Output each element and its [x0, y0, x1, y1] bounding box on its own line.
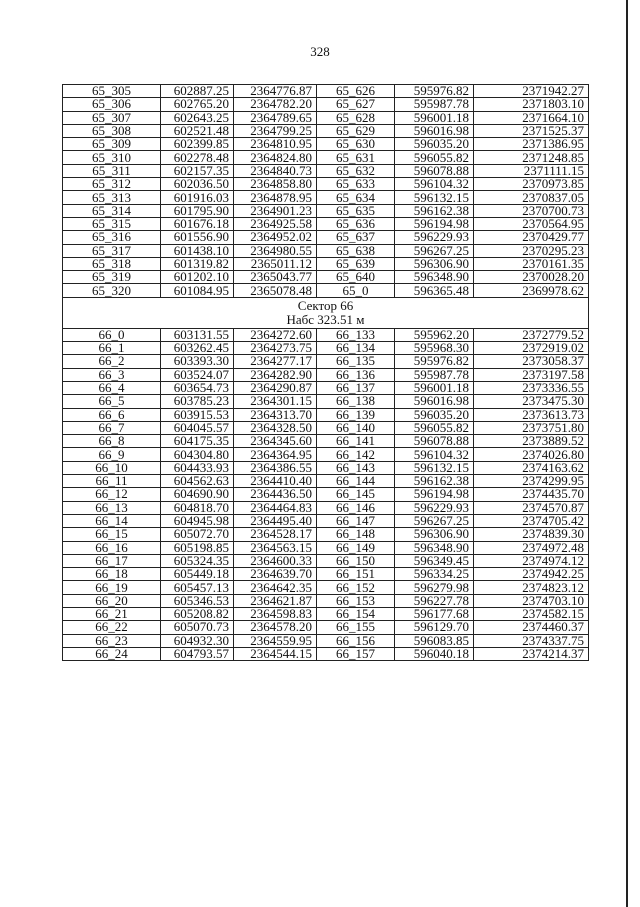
x-coordinate-cell: 596334.25 [395, 568, 474, 581]
x-coordinate-cell: 596306.90 [395, 528, 474, 541]
x-coordinate-cell: 596132.15 [395, 461, 474, 474]
point-id-cell: 65_306 [63, 98, 161, 111]
x-coordinate-cell: 601556.90 [161, 231, 234, 244]
x-coordinate-cell: 596016.98 [395, 124, 474, 137]
x-coordinate-cell: 596227.78 [395, 594, 474, 607]
point-id-cell: 66_14 [63, 514, 161, 527]
x-coordinate-cell: 596349.45 [395, 554, 474, 567]
y-coordinate-cell: 2364824.80 [234, 151, 317, 164]
point-id-cell: 66_2 [63, 355, 161, 368]
table-row [63, 594, 589, 607]
y-coordinate-cell: 2364578.20 [234, 621, 317, 634]
point-id-cell: 66_152 [317, 581, 395, 594]
point-id-cell: 65_312 [63, 178, 161, 191]
point-id-cell: 66_12 [63, 488, 161, 501]
x-coordinate-cell: 605072.70 [161, 528, 234, 541]
table-row [63, 355, 589, 368]
table-row [63, 191, 589, 204]
point-id-cell: 65_316 [63, 231, 161, 244]
point-id-cell: 66_17 [63, 554, 161, 567]
y-coordinate-cell: 2364776.87 [234, 85, 317, 98]
x-coordinate-cell: 596229.93 [395, 231, 474, 244]
x-coordinate-cell: 601916.03 [161, 191, 234, 204]
y-coordinate-cell: 2364301.15 [234, 395, 317, 408]
y-coordinate-cell: 2372919.02 [474, 342, 589, 355]
table-body-bottom [63, 328, 589, 660]
page-number: 328 [310, 44, 330, 59]
x-coordinate-cell: 596162.38 [395, 475, 474, 488]
point-id-cell: 66_24 [63, 647, 161, 660]
y-coordinate-cell: 2373475.30 [474, 395, 589, 408]
y-coordinate-cell: 2374974.12 [474, 554, 589, 567]
point-id-cell: 66_8 [63, 435, 161, 448]
y-coordinate-cell: 2371664.10 [474, 111, 589, 124]
y-coordinate-cell: 2364328.50 [234, 421, 317, 434]
point-id-cell: 66_149 [317, 541, 395, 554]
y-coordinate-cell: 2370564.95 [474, 217, 589, 230]
y-coordinate-cell: 2364345.60 [234, 435, 317, 448]
y-coordinate-cell: 2364621.87 [234, 594, 317, 607]
x-coordinate-cell: 595968.30 [395, 342, 474, 355]
x-coordinate-cell: 601202.10 [161, 271, 234, 284]
x-coordinate-cell: 603131.55 [161, 328, 234, 341]
x-coordinate-cell: 602521.48 [161, 124, 234, 137]
x-coordinate-cell: 602399.85 [161, 138, 234, 151]
y-coordinate-cell: 2364282.90 [234, 368, 317, 381]
point-id-cell: 66_153 [317, 594, 395, 607]
y-coordinate-cell: 2374582.15 [474, 607, 589, 620]
y-coordinate-cell: 2364364.95 [234, 448, 317, 461]
table-row [63, 408, 589, 421]
x-coordinate-cell: 596035.20 [395, 138, 474, 151]
x-coordinate-cell: 596083.85 [395, 634, 474, 647]
x-coordinate-cell: 604932.30 [161, 634, 234, 647]
y-coordinate-cell: 2370837.05 [474, 191, 589, 204]
y-coordinate-cell: 2371525.37 [474, 124, 589, 137]
x-coordinate-cell: 603262.45 [161, 342, 234, 355]
y-coordinate-cell: 2371803.10 [474, 98, 589, 111]
y-coordinate-cell: 2364313.70 [234, 408, 317, 421]
table-row [63, 217, 589, 230]
y-coordinate-cell: 2364544.15 [234, 647, 317, 660]
point-id-cell: 66_139 [317, 408, 395, 421]
y-coordinate-cell: 2371111.15 [474, 164, 589, 177]
point-id-cell: 66_19 [63, 581, 161, 594]
point-id-cell: 65_631 [317, 151, 395, 164]
point-id-cell: 66_11 [63, 475, 161, 488]
x-coordinate-cell: 602765.20 [161, 98, 234, 111]
point-id-cell: 66_138 [317, 395, 395, 408]
x-coordinate-cell: 596194.98 [395, 488, 474, 501]
y-coordinate-cell: 2365078.48 [234, 284, 317, 297]
point-id-cell: 65_634 [317, 191, 395, 204]
point-id-cell: 66_23 [63, 634, 161, 647]
y-coordinate-cell: 2374299.95 [474, 475, 589, 488]
y-coordinate-cell: 2364901.23 [234, 204, 317, 217]
point-id-cell: 66_15 [63, 528, 161, 541]
x-coordinate-cell: 605449.18 [161, 568, 234, 581]
y-coordinate-cell: 2370161.35 [474, 257, 589, 270]
point-id-cell: 66_136 [317, 368, 395, 381]
x-coordinate-cell: 603654.73 [161, 381, 234, 394]
point-id-cell: 66_141 [317, 435, 395, 448]
point-id-cell: 66_1 [63, 342, 161, 355]
y-coordinate-cell: 2364789.65 [234, 111, 317, 124]
table-row [63, 488, 589, 501]
y-coordinate-cell: 2374839.30 [474, 528, 589, 541]
table-row [63, 328, 589, 341]
point-id-cell: 65_629 [317, 124, 395, 137]
x-coordinate-cell: 601795.90 [161, 204, 234, 217]
table-row [63, 381, 589, 394]
y-coordinate-cell: 2364799.25 [234, 124, 317, 137]
point-id-cell: 65_639 [317, 257, 395, 270]
x-coordinate-cell: 605457.13 [161, 581, 234, 594]
point-id-cell: 65_307 [63, 111, 161, 124]
y-coordinate-cell: 2374705.42 [474, 514, 589, 527]
point-id-cell: 65_638 [317, 244, 395, 257]
x-coordinate-cell: 595987.78 [395, 368, 474, 381]
point-id-cell: 65_320 [63, 284, 161, 297]
x-coordinate-cell: 602036.50 [161, 178, 234, 191]
y-coordinate-cell: 2374026.80 [474, 448, 589, 461]
x-coordinate-cell: 602887.25 [161, 85, 234, 98]
y-coordinate-cell: 2364878.95 [234, 191, 317, 204]
page-edge-line [626, 0, 628, 907]
table-row [63, 164, 589, 177]
table-row [63, 647, 589, 660]
point-id-cell: 65_318 [63, 257, 161, 270]
x-coordinate-cell: 596035.20 [395, 408, 474, 421]
y-coordinate-cell: 2364386.55 [234, 461, 317, 474]
y-coordinate-cell: 2374942.25 [474, 568, 589, 581]
y-coordinate-cell: 2364952.02 [234, 231, 317, 244]
y-coordinate-cell: 2365043.77 [234, 271, 317, 284]
table-row [63, 514, 589, 527]
point-id-cell: 65_630 [317, 138, 395, 151]
point-id-cell: 66_150 [317, 554, 395, 567]
x-coordinate-cell: 596194.98 [395, 217, 474, 230]
x-coordinate-cell: 596306.90 [395, 257, 474, 270]
y-coordinate-cell: 2364639.70 [234, 568, 317, 581]
y-coordinate-cell: 2364410.40 [234, 475, 317, 488]
x-coordinate-cell: 596078.88 [395, 435, 474, 448]
table-row [63, 435, 589, 448]
point-id-cell: 66_4 [63, 381, 161, 394]
y-coordinate-cell: 2374337.75 [474, 634, 589, 647]
sector-height: Набс 323.51 м [286, 311, 365, 327]
sector-header-row [63, 297, 589, 328]
point-id-cell: 66_146 [317, 501, 395, 514]
x-coordinate-cell: 596348.90 [395, 541, 474, 554]
x-coordinate-cell: 596055.82 [395, 151, 474, 164]
x-coordinate-cell: 604690.90 [161, 488, 234, 501]
x-coordinate-cell: 604818.70 [161, 501, 234, 514]
y-coordinate-cell: 2374435.70 [474, 488, 589, 501]
y-coordinate-cell: 2364858.80 [234, 178, 317, 191]
x-coordinate-cell: 596267.25 [395, 514, 474, 527]
point-id-cell: 65_305 [63, 85, 161, 98]
table-row [63, 368, 589, 381]
x-coordinate-cell: 596001.18 [395, 111, 474, 124]
y-coordinate-cell: 2373751.80 [474, 421, 589, 434]
table-body-top [63, 85, 589, 298]
point-id-cell: 66_13 [63, 501, 161, 514]
y-coordinate-cell: 2364272.60 [234, 328, 317, 341]
x-coordinate-cell: 602643.25 [161, 111, 234, 124]
point-id-cell: 66_157 [317, 647, 395, 660]
point-id-cell: 65_311 [63, 164, 161, 177]
table-row [63, 111, 589, 124]
y-coordinate-cell: 2372779.52 [474, 328, 589, 341]
y-coordinate-cell: 2370700.73 [474, 204, 589, 217]
y-coordinate-cell: 2364528.17 [234, 528, 317, 541]
table-row [63, 257, 589, 270]
x-coordinate-cell: 601084.95 [161, 284, 234, 297]
table-row [63, 581, 589, 594]
x-coordinate-cell: 596365.48 [395, 284, 474, 297]
x-coordinate-cell: 595976.82 [395, 85, 474, 98]
y-coordinate-cell: 2364782.20 [234, 98, 317, 111]
y-coordinate-cell: 2373889.52 [474, 435, 589, 448]
sector-header-cell [63, 297, 589, 328]
point-id-cell: 65_309 [63, 138, 161, 151]
y-coordinate-cell: 2364642.35 [234, 581, 317, 594]
y-coordinate-cell: 2371386.95 [474, 138, 589, 151]
y-coordinate-cell: 2364273.75 [234, 342, 317, 355]
x-coordinate-cell: 605324.35 [161, 554, 234, 567]
table-row [63, 138, 589, 151]
x-coordinate-cell: 596104.32 [395, 178, 474, 191]
point-id-cell: 66_151 [317, 568, 395, 581]
table-row [63, 634, 589, 647]
y-coordinate-cell: 2364277.17 [234, 355, 317, 368]
x-coordinate-cell: 605208.82 [161, 607, 234, 620]
table-row [63, 85, 589, 98]
x-coordinate-cell: 604793.57 [161, 647, 234, 660]
point-id-cell: 66_21 [63, 607, 161, 620]
sector-header-group [63, 297, 589, 328]
x-coordinate-cell: 596001.18 [395, 381, 474, 394]
x-coordinate-cell: 604562.63 [161, 475, 234, 488]
y-coordinate-cell: 2364810.95 [234, 138, 317, 151]
point-id-cell: 66_10 [63, 461, 161, 474]
table-row [63, 501, 589, 514]
y-coordinate-cell: 2370429.77 [474, 231, 589, 244]
point-id-cell: 65_317 [63, 244, 161, 257]
table-row [63, 284, 589, 297]
point-id-cell: 65_640 [317, 271, 395, 284]
x-coordinate-cell: 595987.78 [395, 98, 474, 111]
table-row [63, 342, 589, 355]
y-coordinate-cell: 2371942.27 [474, 85, 589, 98]
point-id-cell: 66_7 [63, 421, 161, 434]
x-coordinate-cell: 605198.85 [161, 541, 234, 554]
x-coordinate-cell: 604175.35 [161, 435, 234, 448]
point-id-cell: 65_319 [63, 271, 161, 284]
table-row [63, 607, 589, 620]
x-coordinate-cell: 596267.25 [395, 244, 474, 257]
point-id-cell: 65_633 [317, 178, 395, 191]
y-coordinate-cell: 2364980.55 [234, 244, 317, 257]
x-coordinate-cell: 601438.10 [161, 244, 234, 257]
y-coordinate-cell: 2364495.40 [234, 514, 317, 527]
point-id-cell: 66_147 [317, 514, 395, 527]
point-id-cell: 66_20 [63, 594, 161, 607]
y-coordinate-cell: 2373336.55 [474, 381, 589, 394]
point-id-cell: 66_3 [63, 368, 161, 381]
point-id-cell: 65_627 [317, 98, 395, 111]
y-coordinate-cell: 2374823.12 [474, 581, 589, 594]
point-id-cell: 66_145 [317, 488, 395, 501]
table-row [63, 178, 589, 191]
x-coordinate-cell: 605346.53 [161, 594, 234, 607]
table-row [63, 421, 589, 434]
x-coordinate-cell: 605070.73 [161, 621, 234, 634]
x-coordinate-cell: 596016.98 [395, 395, 474, 408]
x-coordinate-cell: 604045.57 [161, 421, 234, 434]
y-coordinate-cell: 2374972.48 [474, 541, 589, 554]
x-coordinate-cell: 604433.93 [161, 461, 234, 474]
table-row [63, 98, 589, 111]
point-id-cell: 65_314 [63, 204, 161, 217]
y-coordinate-cell: 2374163.62 [474, 461, 589, 474]
point-id-cell: 65_637 [317, 231, 395, 244]
x-coordinate-cell: 596078.88 [395, 164, 474, 177]
y-coordinate-cell: 2364559.95 [234, 634, 317, 647]
point-id-cell: 66_22 [63, 621, 161, 634]
x-coordinate-cell: 603785.23 [161, 395, 234, 408]
x-coordinate-cell: 596104.32 [395, 448, 474, 461]
y-coordinate-cell: 2364925.58 [234, 217, 317, 230]
y-coordinate-cell: 2373197.58 [474, 368, 589, 381]
table-row [63, 461, 589, 474]
table-row [63, 541, 589, 554]
x-coordinate-cell: 596162.38 [395, 204, 474, 217]
point-id-cell: 65_313 [63, 191, 161, 204]
x-coordinate-cell: 603393.30 [161, 355, 234, 368]
x-coordinate-cell: 596177.68 [395, 607, 474, 620]
y-coordinate-cell: 2364464.83 [234, 501, 317, 514]
table-row [63, 244, 589, 257]
x-coordinate-cell: 603524.07 [161, 368, 234, 381]
point-id-cell: 65_315 [63, 217, 161, 230]
x-coordinate-cell: 602278.48 [161, 151, 234, 164]
y-coordinate-cell: 2374214.37 [474, 647, 589, 660]
point-id-cell: 66_18 [63, 568, 161, 581]
point-id-cell: 65_632 [317, 164, 395, 177]
point-id-cell: 65_626 [317, 85, 395, 98]
coordinates-table [62, 84, 589, 661]
table-row [63, 395, 589, 408]
table-row [63, 448, 589, 461]
y-coordinate-cell: 2365011.12 [234, 257, 317, 270]
table-row [63, 124, 589, 137]
y-coordinate-cell: 2374460.37 [474, 621, 589, 634]
point-id-cell: 65_636 [317, 217, 395, 230]
point-id-cell: 66_0 [63, 328, 161, 341]
x-coordinate-cell: 601319.82 [161, 257, 234, 270]
y-coordinate-cell: 2374703.10 [474, 594, 589, 607]
point-id-cell: 65_0 [317, 284, 395, 297]
table-row [63, 204, 589, 217]
point-id-cell: 66_148 [317, 528, 395, 541]
x-coordinate-cell: 595962.20 [395, 328, 474, 341]
x-coordinate-cell: 604945.98 [161, 514, 234, 527]
table-row [63, 475, 589, 488]
point-id-cell: 66_154 [317, 607, 395, 620]
y-coordinate-cell: 2364290.87 [234, 381, 317, 394]
x-coordinate-cell: 596132.15 [395, 191, 474, 204]
point-id-cell: 66_143 [317, 461, 395, 474]
x-coordinate-cell: 596348.90 [395, 271, 474, 284]
point-id-cell: 66_144 [317, 475, 395, 488]
table-row [63, 271, 589, 284]
table-row [63, 554, 589, 567]
y-coordinate-cell: 2371248.85 [474, 151, 589, 164]
x-coordinate-cell: 601676.18 [161, 217, 234, 230]
x-coordinate-cell: 596129.70 [395, 621, 474, 634]
table-row [63, 528, 589, 541]
y-coordinate-cell: 2364436.50 [234, 488, 317, 501]
point-id-cell: 66_142 [317, 448, 395, 461]
table-row [63, 231, 589, 244]
point-id-cell: 66_6 [63, 408, 161, 421]
y-coordinate-cell: 2364840.73 [234, 164, 317, 177]
x-coordinate-cell: 604304.80 [161, 448, 234, 461]
y-coordinate-cell: 2370028.20 [474, 271, 589, 284]
point-id-cell: 65_635 [317, 204, 395, 217]
point-id-cell: 66_135 [317, 355, 395, 368]
y-coordinate-cell: 2369978.62 [474, 284, 589, 297]
x-coordinate-cell: 595976.82 [395, 355, 474, 368]
y-coordinate-cell: 2373613.73 [474, 408, 589, 421]
x-coordinate-cell: 596055.82 [395, 421, 474, 434]
y-coordinate-cell: 2364563.15 [234, 541, 317, 554]
y-coordinate-cell: 2364598.83 [234, 607, 317, 620]
point-id-cell: 66_9 [63, 448, 161, 461]
table-row [63, 621, 589, 634]
point-id-cell: 65_308 [63, 124, 161, 137]
y-coordinate-cell: 2374570.87 [474, 501, 589, 514]
sector-title: Сектор 66 [297, 297, 354, 313]
x-coordinate-cell: 596229.93 [395, 501, 474, 514]
point-id-cell: 66_134 [317, 342, 395, 355]
point-id-cell: 65_310 [63, 151, 161, 164]
y-coordinate-cell: 2370295.23 [474, 244, 589, 257]
point-id-cell: 66_155 [317, 621, 395, 634]
y-coordinate-cell: 2373058.37 [474, 355, 589, 368]
table-row [63, 151, 589, 164]
x-coordinate-cell: 602157.35 [161, 164, 234, 177]
y-coordinate-cell: 2364600.33 [234, 554, 317, 567]
x-coordinate-cell: 603915.53 [161, 408, 234, 421]
x-coordinate-cell: 596040.18 [395, 647, 474, 660]
y-coordinate-cell: 2370973.85 [474, 178, 589, 191]
point-id-cell: 66_16 [63, 541, 161, 554]
point-id-cell: 65_628 [317, 111, 395, 124]
x-coordinate-cell: 596279.98 [395, 581, 474, 594]
point-id-cell: 66_133 [317, 328, 395, 341]
point-id-cell: 66_5 [63, 395, 161, 408]
table-row [63, 568, 589, 581]
point-id-cell: 66_140 [317, 421, 395, 434]
point-id-cell: 66_137 [317, 381, 395, 394]
point-id-cell: 66_156 [317, 634, 395, 647]
